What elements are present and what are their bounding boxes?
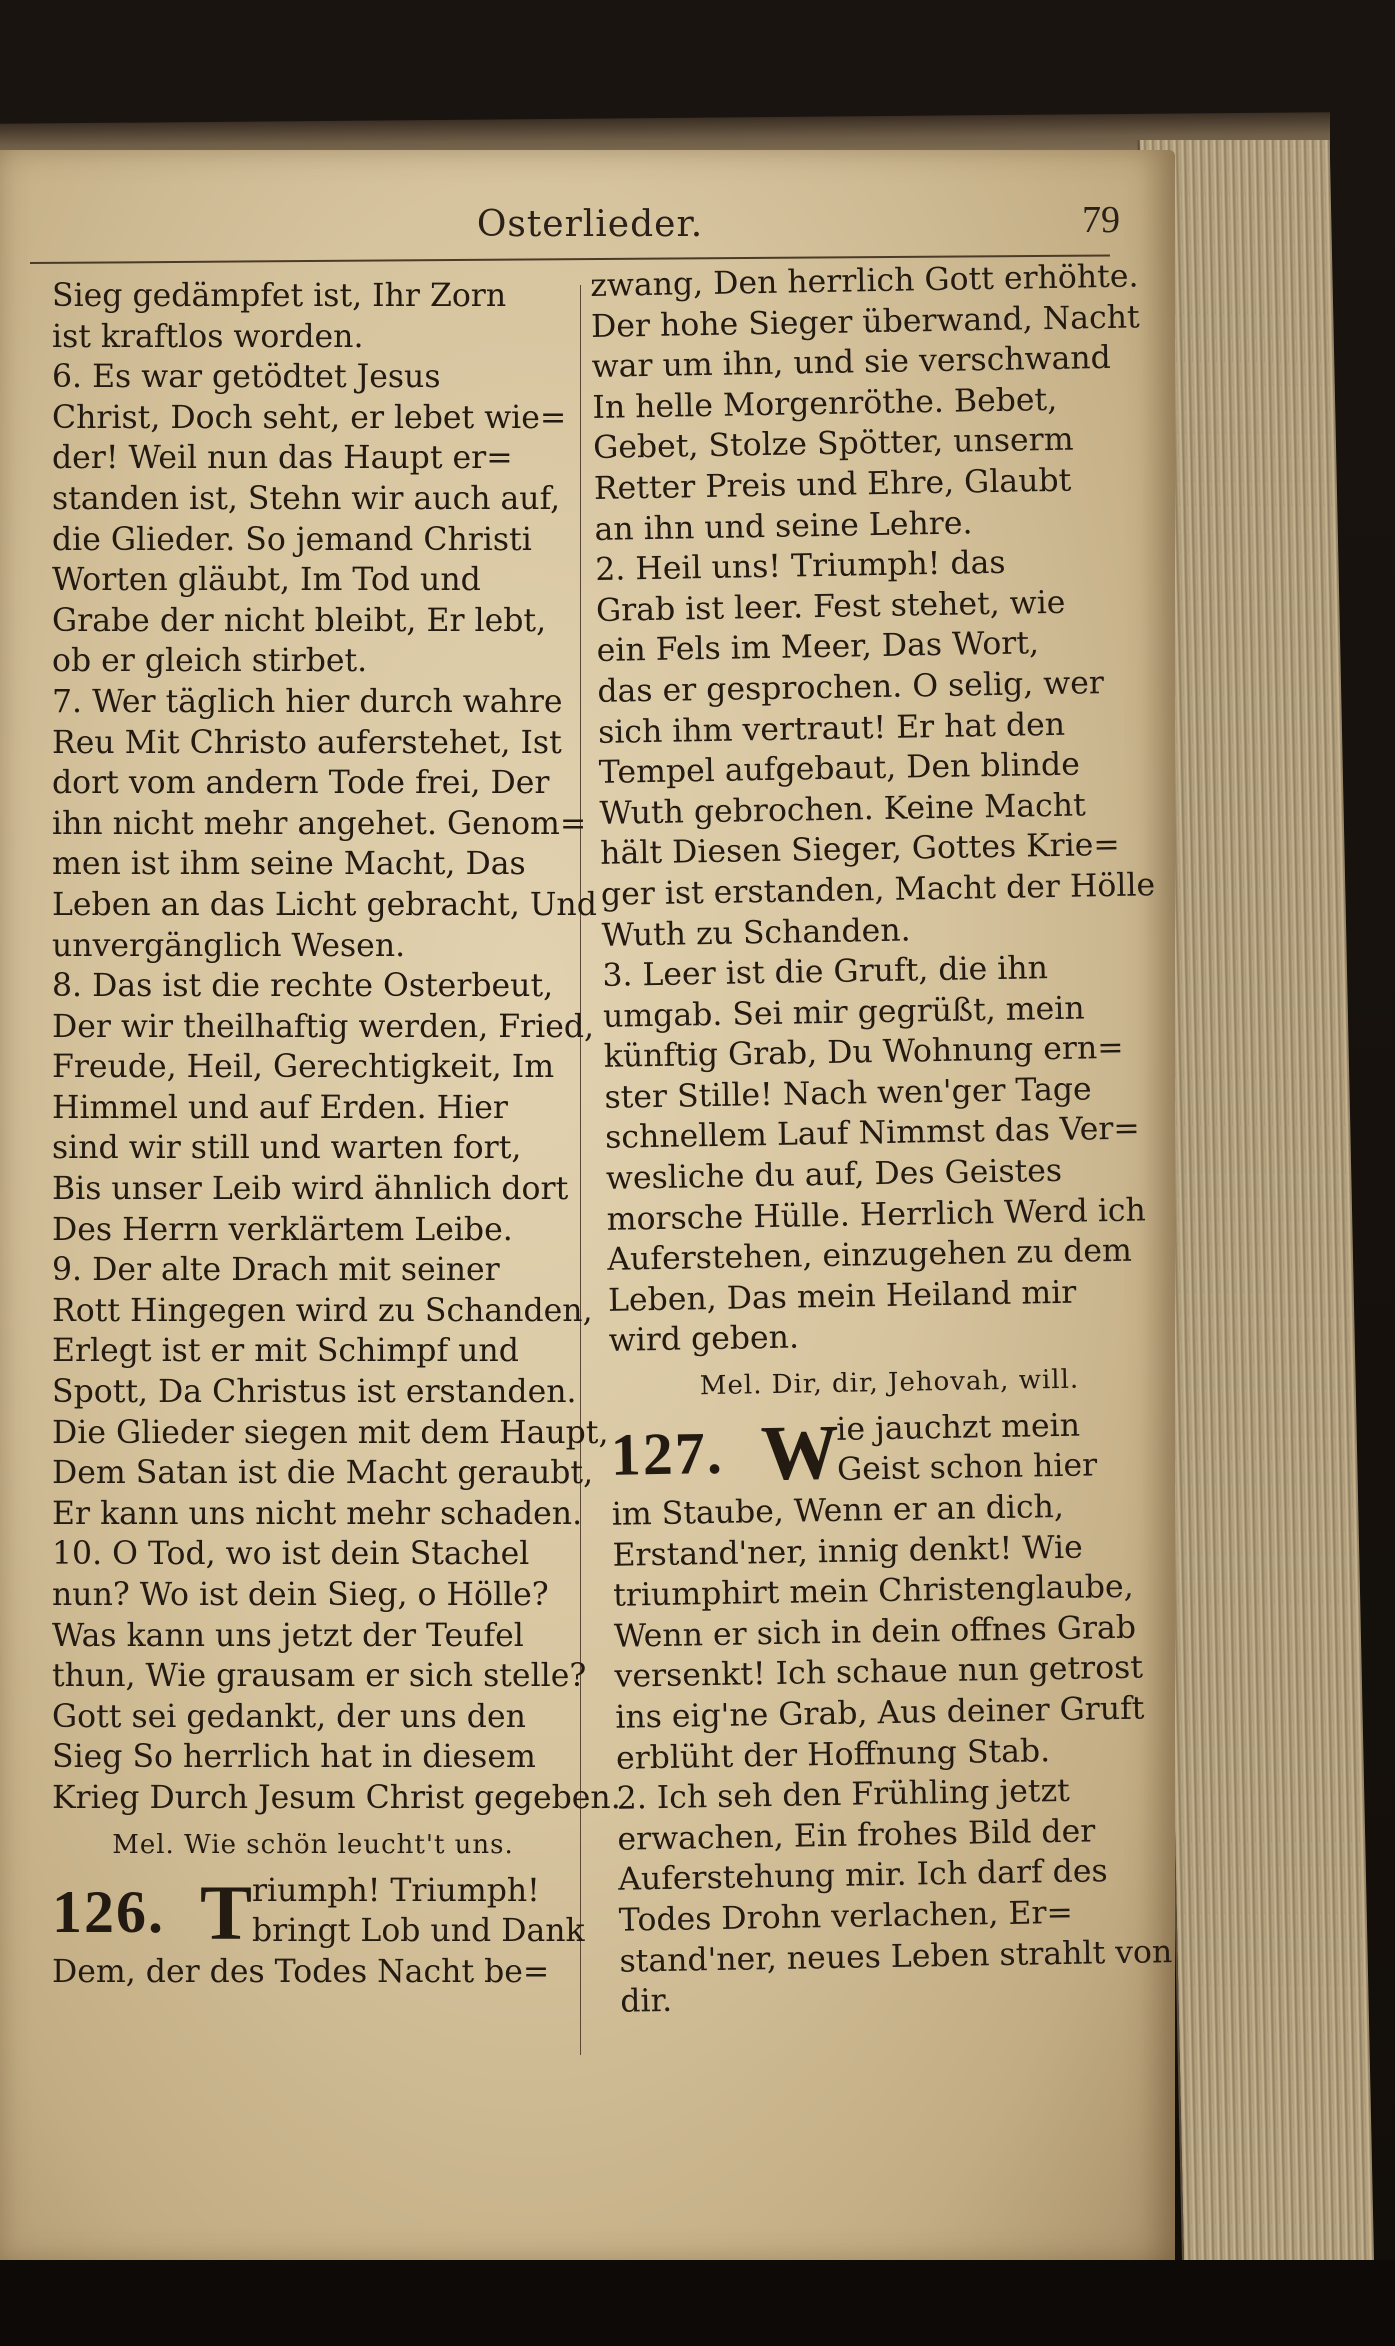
hymn-number: 127.	[610, 1419, 725, 1488]
text-line: Reu Mit Christo auferstehet, Ist	[52, 724, 562, 761]
text-line: Gebet, Stolze Spötter, unserm	[592, 421, 1074, 467]
text-line: Leben an das Licht gebracht, Und	[52, 886, 597, 923]
text-line: ins eig'ne Grab, Aus deiner Gruft	[615, 1690, 1145, 1736]
text-line: Was kann uns jetzt der Teufel	[52, 1617, 524, 1654]
right-column-verses	[590, 256, 1169, 1362]
text-line: Himmel und auf Erden. Hier	[52, 1089, 508, 1126]
hymn-second-line: bringt Lob und Dank	[252, 1912, 585, 1949]
text-line: ob er gleich stirbet.	[52, 643, 368, 680]
left-column-continuation	[52, 1952, 574, 1993]
text-line: Sieg gedämpfet ist, Ihr Zorn	[52, 278, 507, 314]
text-line: 10. O Tod, wo ist dein Stachel	[52, 1536, 530, 1573]
text-line: Dem, der des Todes Nacht be=	[52, 1953, 550, 1990]
melody-note: Mel. Wie schön leucht't uns.	[112, 1829, 514, 1860]
text-line: unvergänglich Wesen.	[52, 927, 406, 964]
text-line: 8. Das ist die rechte Osterbeut,	[52, 968, 554, 1005]
right-column-continuation	[611, 1485, 1180, 2022]
running-head: Osterlieder.	[476, 204, 704, 245]
text-line: schnellem Lauf Nimmst das Ver=	[604, 1111, 1141, 1157]
text-line: erblüht der Hoffnung Stab.	[615, 1732, 1051, 1777]
text-line: versenkt! Ich schaue nun getrost	[614, 1649, 1144, 1696]
text-line: 7. Wer täglich hier durch wahre	[52, 683, 563, 720]
text-line: sind wir still und warten fort,	[52, 1130, 522, 1167]
text-line: hält Diesen Sieger, Gottes Krie=	[599, 827, 1121, 873]
text-line: der! Weil nun das Haupt er=	[52, 440, 513, 477]
text-line: morsche Hülle. Herrlich Werd ich	[606, 1192, 1147, 1238]
text-line: Auferstehen, einzugehen zu dem	[607, 1232, 1133, 1279]
text-line: 2. Ich seh den Frühling jetzt	[616, 1773, 1071, 1817]
left-column-verses	[52, 276, 621, 1819]
text-line: Grabe der nicht bleibt, Er lebt,	[52, 602, 547, 639]
text-line: wird geben.	[608, 1319, 800, 1360]
text-line: umgab. Sei mir gegrüßt, mein	[602, 990, 1085, 1035]
text-line: In helle Morgenröthe. Bebet,	[592, 381, 1058, 426]
left-column	[52, 276, 621, 1992]
text-line: Er kann uns nicht mehr schaden.	[52, 1495, 583, 1532]
text-line: 6. Es war getödtet Jesus	[52, 359, 441, 396]
melody-note: Mel. Dir, dir, Jehovah, will.	[699, 1364, 1080, 1402]
text-line: Gott sei gedankt, der uns den	[52, 1698, 526, 1735]
text-line: Des Herrn verklärtem Leibe.	[52, 1211, 513, 1248]
text-line: ist kraftlos worden.	[52, 318, 364, 355]
text-line: das er gesprochen. O selig, wer	[597, 665, 1105, 710]
text-line: Bis unser Leib wird ähnlich dort	[52, 1171, 569, 1208]
text-line: Wenn er sich in dein offnes Grab	[613, 1609, 1137, 1655]
text-line: thun, Wie grausam er sich stelle?	[52, 1658, 587, 1695]
bottom-shadow	[0, 2260, 1395, 2346]
drop-capital: W	[759, 1407, 840, 1497]
text-line: Der hohe Sieger überwand, Nacht	[590, 299, 1140, 345]
text-line: ger ist erstanden, Macht der Hölle	[600, 867, 1156, 913]
hymn-126-heading	[52, 1868, 585, 1956]
text-line: Der wir theilhaftig werden, Fried,	[52, 1008, 595, 1045]
text-line: Auferstehung mir. Ich darf des	[617, 1853, 1108, 1899]
text-line: 9. Der alte Drach mit seiner	[52, 1252, 500, 1289]
text-line: dir.	[619, 1982, 673, 2020]
text-line: zwang, Den herrlich Gott erhöhte.	[590, 258, 1139, 304]
hymn-number: 126.	[52, 1878, 165, 1945]
text-line: ein Fels im Meer, Das Wort,	[596, 625, 1040, 670]
text-line: Dem Satan ist die Macht geraubt,	[52, 1455, 594, 1492]
text-line: Rott Hingegen wird zu Schanden,	[52, 1292, 593, 1329]
text-line: Sieg So herrlich hat in diesem	[52, 1739, 536, 1776]
text-line: Krieg Durch Jesum Christ gegeben.	[52, 1779, 621, 1816]
text-line: erwachen, Ein frohes Bild der	[617, 1813, 1096, 1858]
text-line: war um ihn, und sie verschwand	[591, 340, 1112, 386]
text-line: standen ist, Stehn wir auch auf,	[52, 480, 561, 517]
right-column	[590, 256, 1181, 2022]
text-line: Leben, Das mein Heiland mir	[607, 1274, 1077, 1319]
text-line: Wuth zu Schanden.	[601, 912, 911, 954]
text-line: ihn nicht mehr angehet. Genom=	[52, 805, 587, 842]
text-line: 2. Heil uns! Triumph! das	[594, 544, 1006, 589]
text-line: Worten gläubt, Im Tod und	[52, 562, 481, 599]
text-line: wesliche du auf, Des Geistes	[605, 1152, 1063, 1197]
text-line: stand'ner, neues Leben strahlt von	[619, 1933, 1173, 1980]
text-line: sich ihm vertraut! Er hat den	[597, 706, 1066, 751]
text-line: men ist ihm seine Macht, Das	[52, 846, 526, 883]
text-line: Retter Preis und Ehre, Glaubt	[593, 462, 1072, 507]
hymn-first-line: ie jauchzt mein	[836, 1407, 1081, 1448]
text-line: nun? Wo ist dein Sieg, o Hölle?	[52, 1577, 549, 1613]
text-line: Christ, Doch seht, er lebet wie=	[52, 399, 567, 436]
text-line: dort vom andern Tode frei, Der	[52, 765, 550, 802]
drop-capital: T	[200, 1868, 253, 1956]
text-line: 3. Leer ist die Gruft, die ihn	[602, 950, 1049, 994]
text-line: Erstand'ner, innig denkt! Wie	[612, 1529, 1084, 1574]
text-line: im Staube, Wenn er an dich,	[611, 1488, 1065, 1533]
text-line: triumphirt mein Christenglaube,	[612, 1568, 1134, 1615]
hymn-second-line: Geist schon hier	[836, 1447, 1098, 1488]
hymn-first-line: riumph! Triumph!	[252, 1872, 540, 1909]
text-line: Todes Drohn verlachen, Er=	[618, 1894, 1074, 1939]
text-line: Die Glieder siegen mit dem Haupt,	[52, 1414, 609, 1451]
text-line: Freude, Heil, Gerechtigkeit, Im	[52, 1049, 555, 1086]
text-line: künftig Grab, Du Wohnung ern=	[603, 1030, 1124, 1076]
text-line: Grab ist leer. Fest stehet, wie	[595, 584, 1066, 629]
text-line: die Glieder. So jemand Christi	[52, 521, 532, 558]
text-line: an ihn und seine Lehre.	[594, 504, 973, 548]
text-line: ster Stille! Nach wen'ger Tage	[604, 1071, 1092, 1116]
hymn-127-heading	[610, 1404, 1171, 1495]
text-line: Erlegt ist er mit Schimpf und	[52, 1333, 519, 1370]
text-line: Wuth gebrochen. Keine Macht	[599, 787, 1087, 832]
text-line: Spott, Da Christus ist erstanden.	[52, 1374, 577, 1411]
page-number: 79	[1082, 199, 1120, 241]
text-line: Tempel aufgebaut, Den blinde	[598, 746, 1081, 792]
